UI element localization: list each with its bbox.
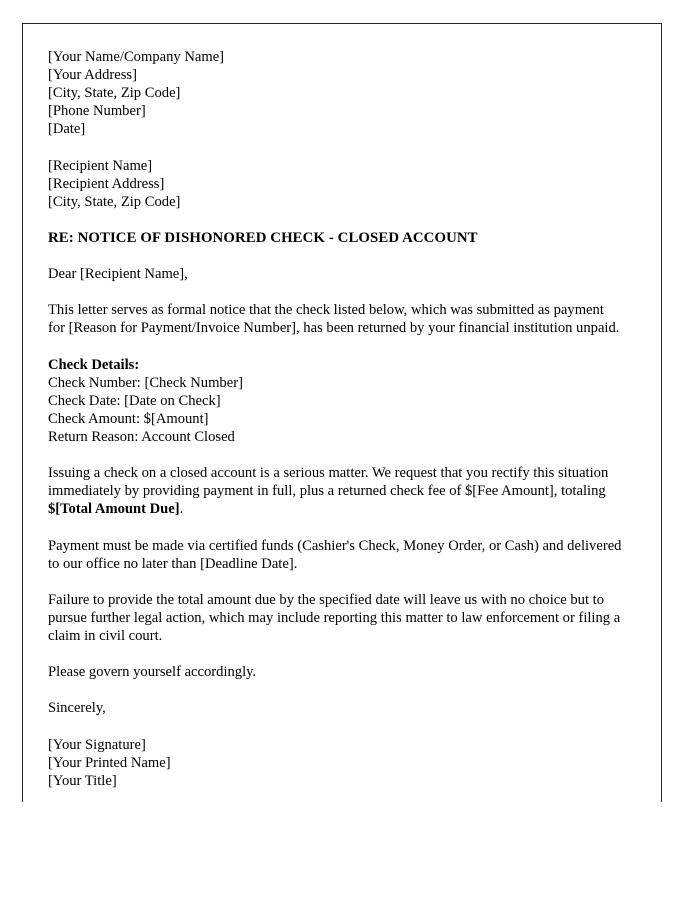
spacer: [48, 138, 623, 156]
sender-street-line: [Your Address]: [48, 67, 137, 84]
salutation: Dear [Recipient Name],: [48, 266, 188, 283]
printed-name-line: [Your Printed Name]: [48, 754, 171, 771]
sender-city-line: [City, State, Zip Code]: [48, 85, 181, 102]
signature-block: [48, 736, 623, 790]
spacer: [48, 211, 623, 229]
demand-text-before: Issuing a check on a closed account is a serious matter. We request that you rectify this situation immediately by providing payment in full, plus a returned check fee of $[Fee Amount], totaling: [48, 465, 609, 500]
closing-request-paragraph: Please govern yourself accordingly.: [48, 664, 257, 681]
demand-paragraph: [48, 464, 623, 518]
spacer: [48, 645, 623, 663]
spacer: [48, 446, 623, 464]
spacer: [48, 338, 623, 356]
recipient-name-line: [Recipient Name]: [48, 157, 153, 174]
check-amount-row: Check Amount: $[Amount]: [48, 410, 209, 427]
consequences-paragraph: Failure to provide the total amount due by the specified date will leave us with no choice but to pursue further legal action, which may include reporting this matter to law enforcement or filing a claim in civil court.: [48, 591, 621, 644]
sender-address-block: [48, 48, 623, 138]
letter-content: [48, 48, 623, 790]
return-reason-row: Return Reason: Account Closed: [48, 428, 235, 445]
demand-text-after: .: [179, 501, 184, 518]
recipient-street-line: [Recipient Address]: [48, 175, 165, 192]
spacer: [48, 681, 623, 699]
signature-line: [Your Signature]: [48, 736, 146, 753]
sender-name-line: [Your Name/Company Name]: [48, 49, 225, 65]
total-amount-due-highlight: $[Total Amount Due]: [48, 501, 180, 518]
payment-paragraph: Payment must be made via certified funds (Cashier's Check, Money Order, or Cash) and delivered to our office no later than [Deadline Date].: [48, 537, 622, 572]
subject-line: RE: NOTICE OF DISHONORED CHECK - CLOSED ACCOUNT: [48, 229, 478, 246]
check-details-section: [48, 356, 623, 446]
check-date-row: Check Date: [Date on Check]: [48, 392, 221, 409]
spacer: [48, 518, 623, 536]
recipient-city-line: [City, State, Zip Code]: [48, 193, 181, 210]
closing-salutation: Sincerely,: [48, 700, 106, 717]
spacer: [48, 283, 623, 301]
recipient-address-block: [48, 157, 623, 211]
opening-paragraph: This letter serves as formal notice that the check listed below, which was submitted as payment for [Reason for Payment/Invoice Number], has been returned by your financial institution unpaid.: [48, 302, 620, 337]
spacer: [48, 573, 623, 591]
title-line: [Your Title]: [48, 772, 117, 789]
spacer: [48, 717, 623, 735]
check-number-row: Check Number: [Check Number]: [48, 374, 243, 391]
sender-phone-line: [Phone Number]: [48, 103, 146, 120]
sender-date-line: [Date]: [48, 121, 86, 138]
check-details-heading: Check Details:: [48, 356, 140, 373]
spacer: [48, 247, 623, 265]
